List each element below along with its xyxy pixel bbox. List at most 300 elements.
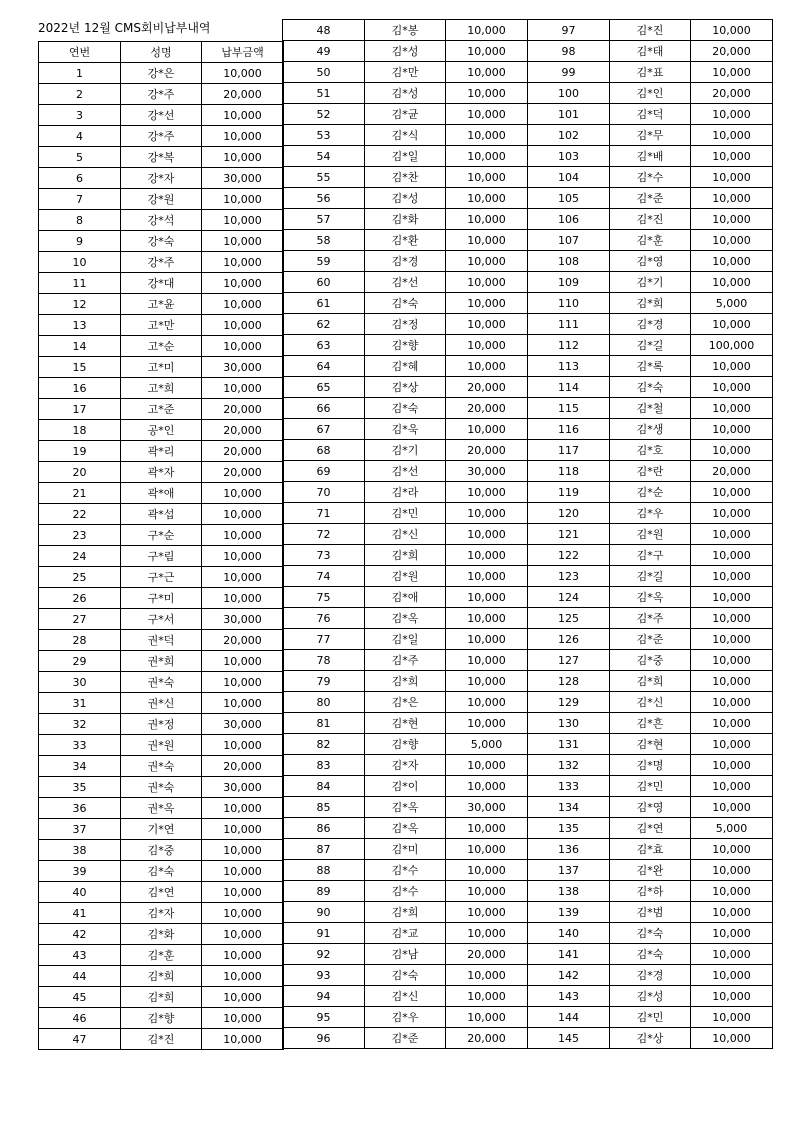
table-row <box>528 566 773 587</box>
row-amount: 10,000 <box>691 503 773 524</box>
row-name: 권*덕 <box>121 630 202 651</box>
row-name: 김*숙 <box>365 398 446 419</box>
row-amount: 10,000 <box>691 377 773 398</box>
table-row <box>283 62 528 83</box>
row-name: 김*민 <box>610 776 691 797</box>
row-name: 김*숙 <box>610 944 691 965</box>
table-row <box>528 986 773 1007</box>
row-amount: 10,000 <box>691 209 773 230</box>
row-amount: 10,000 <box>202 945 284 966</box>
row-amount: 10,000 <box>202 504 284 525</box>
table-row <box>39 693 284 714</box>
row-name: 김*선 <box>365 461 446 482</box>
table-row <box>39 126 284 147</box>
row-number: 27 <box>39 609 121 630</box>
row-amount: 10,000 <box>691 755 773 776</box>
row-name: 김*희 <box>365 902 446 923</box>
table-row <box>39 924 284 945</box>
table-row <box>39 357 284 378</box>
row-name: 김*태 <box>610 41 691 62</box>
table-row <box>528 755 773 776</box>
row-amount: 30,000 <box>202 714 284 735</box>
row-amount: 10,000 <box>202 924 284 945</box>
row-amount: 10,000 <box>446 776 528 797</box>
row-name: 김*훈 <box>121 945 202 966</box>
table-row <box>528 965 773 986</box>
row-amount: 30,000 <box>202 609 284 630</box>
row-number: 67 <box>283 419 365 440</box>
row-number: 46 <box>39 1008 121 1029</box>
row-name: 고*만 <box>121 315 202 336</box>
row-name: 곽*애 <box>121 483 202 504</box>
row-amount: 10,000 <box>202 588 284 609</box>
page-title: 2022년 12월 CMS회비납부내역 <box>38 21 211 35</box>
table-row <box>528 797 773 818</box>
row-amount: 20,000 <box>446 398 528 419</box>
table-row <box>283 650 528 671</box>
row-number: 126 <box>528 629 610 650</box>
row-amount: 10,000 <box>691 398 773 419</box>
row-number: 1 <box>39 63 121 84</box>
table-row <box>283 293 528 314</box>
table-row <box>283 440 528 461</box>
row-name: 김*민 <box>365 503 446 524</box>
row-name: 김*희 <box>121 966 202 987</box>
row-number: 58 <box>283 230 365 251</box>
row-name: 김*영 <box>610 797 691 818</box>
row-number: 118 <box>528 461 610 482</box>
row-name: 김*신 <box>365 524 446 545</box>
table-row <box>39 168 284 189</box>
table-row <box>528 713 773 734</box>
table-row <box>39 756 284 777</box>
table-row <box>528 188 773 209</box>
row-number: 18 <box>39 420 121 441</box>
row-name: 김*성 <box>365 188 446 209</box>
row-amount: 10,000 <box>202 819 284 840</box>
table-row <box>39 714 284 735</box>
table-row <box>39 1008 284 1029</box>
row-name: 김*교 <box>365 923 446 944</box>
table-row <box>39 504 284 525</box>
row-number: 135 <box>528 818 610 839</box>
row-number: 60 <box>283 272 365 293</box>
row-name: 김*덕 <box>610 104 691 125</box>
row-number: 78 <box>283 650 365 671</box>
row-number: 134 <box>528 797 610 818</box>
row-name: 김*표 <box>610 62 691 83</box>
row-number: 132 <box>528 755 610 776</box>
row-number: 91 <box>283 923 365 944</box>
row-name: 김*이 <box>365 776 446 797</box>
row-name: 권*정 <box>121 714 202 735</box>
row-number: 95 <box>283 1007 365 1028</box>
row-number: 30 <box>39 672 121 693</box>
row-number: 47 <box>39 1029 121 1050</box>
row-number: 122 <box>528 545 610 566</box>
table-row <box>283 503 528 524</box>
row-amount: 10,000 <box>202 903 284 924</box>
row-name: 구*서 <box>121 609 202 630</box>
row-amount: 10,000 <box>446 755 528 776</box>
table-row <box>39 588 284 609</box>
table-row <box>283 461 528 482</box>
row-name: 김*주 <box>610 608 691 629</box>
row-number: 23 <box>39 525 121 546</box>
row-name: 김*상 <box>365 377 446 398</box>
row-name: 김*옥 <box>365 608 446 629</box>
row-amount: 10,000 <box>202 672 284 693</box>
row-name: 김*희 <box>365 545 446 566</box>
table-row <box>39 735 284 756</box>
table-row <box>39 273 284 294</box>
row-name: 김*혜 <box>365 356 446 377</box>
row-number: 119 <box>528 482 610 503</box>
row-amount: 10,000 <box>446 356 528 377</box>
table-row <box>39 231 284 252</box>
row-amount: 10,000 <box>446 986 528 1007</box>
table-row <box>283 20 528 41</box>
table-row <box>528 104 773 125</box>
row-amount: 10,000 <box>691 965 773 986</box>
row-number: 72 <box>283 524 365 545</box>
row-amount: 10,000 <box>446 608 528 629</box>
row-amount: 10,000 <box>202 1029 284 1050</box>
row-name: 김*숙 <box>365 293 446 314</box>
row-amount: 10,000 <box>202 567 284 588</box>
table-row <box>528 902 773 923</box>
header-amount: 납부금액 <box>202 42 284 63</box>
row-amount: 10,000 <box>691 944 773 965</box>
row-number: 110 <box>528 293 610 314</box>
table-row <box>528 20 773 41</box>
table-row <box>528 419 773 440</box>
row-amount: 10,000 <box>202 273 284 294</box>
row-name: 김*성 <box>365 41 446 62</box>
row-number: 75 <box>283 587 365 608</box>
row-name: 김*희 <box>121 987 202 1008</box>
row-name: 김*하 <box>610 881 691 902</box>
table-row <box>528 860 773 881</box>
table-row <box>528 335 773 356</box>
row-number: 4 <box>39 126 121 147</box>
table-row <box>283 104 528 125</box>
row-number: 77 <box>283 629 365 650</box>
row-name: 김*수 <box>610 167 691 188</box>
row-name: 김*연 <box>121 882 202 903</box>
table-row <box>528 923 773 944</box>
row-number: 99 <box>528 62 610 83</box>
row-amount: 10,000 <box>691 419 773 440</box>
row-amount: 10,000 <box>446 566 528 587</box>
row-number: 80 <box>283 692 365 713</box>
row-name: 김*옥 <box>610 587 691 608</box>
table-row <box>528 692 773 713</box>
row-amount: 10,000 <box>202 966 284 987</box>
table-row <box>39 525 284 546</box>
row-name: 김*무 <box>610 125 691 146</box>
row-amount: 10,000 <box>691 104 773 125</box>
table-row <box>283 41 528 62</box>
row-number: 117 <box>528 440 610 461</box>
row-name: 김*구 <box>610 545 691 566</box>
table-row <box>283 524 528 545</box>
table-row <box>528 608 773 629</box>
row-amount: 20,000 <box>202 441 284 462</box>
table-row <box>528 776 773 797</box>
table-row <box>283 419 528 440</box>
table-row <box>528 440 773 461</box>
row-number: 40 <box>39 882 121 903</box>
row-amount: 10,000 <box>202 378 284 399</box>
row-name: 김*신 <box>610 692 691 713</box>
row-number: 35 <box>39 777 121 798</box>
row-name: 김*란 <box>610 461 691 482</box>
row-amount: 20,000 <box>202 399 284 420</box>
row-number: 31 <box>39 693 121 714</box>
row-name: 김*일 <box>365 629 446 650</box>
table-row <box>283 272 528 293</box>
row-name: 김*길 <box>610 566 691 587</box>
row-name: 김*만 <box>365 62 446 83</box>
table-row <box>283 188 528 209</box>
row-name: 강*주 <box>121 84 202 105</box>
row-amount: 10,000 <box>691 251 773 272</box>
row-number: 90 <box>283 902 365 923</box>
row-number: 3 <box>39 105 121 126</box>
row-name: 김*희 <box>610 293 691 314</box>
row-number: 131 <box>528 734 610 755</box>
row-name: 김*진 <box>610 209 691 230</box>
table-row <box>39 294 284 315</box>
row-amount: 10,000 <box>691 272 773 293</box>
row-amount: 10,000 <box>691 629 773 650</box>
row-amount: 10,000 <box>202 987 284 1008</box>
row-name: 김*화 <box>121 924 202 945</box>
row-number: 34 <box>39 756 121 777</box>
row-amount: 30,000 <box>202 357 284 378</box>
table-row <box>283 335 528 356</box>
row-amount: 10,000 <box>446 20 528 41</box>
row-number: 20 <box>39 462 121 483</box>
row-number: 138 <box>528 881 610 902</box>
row-number: 70 <box>283 482 365 503</box>
row-name: 김*남 <box>365 944 446 965</box>
row-amount: 10,000 <box>691 482 773 503</box>
row-amount: 10,000 <box>446 146 528 167</box>
row-amount: 10,000 <box>446 545 528 566</box>
row-name: 김*진 <box>121 1029 202 1050</box>
table-row <box>528 83 773 104</box>
table-row <box>283 608 528 629</box>
row-name: 김*준 <box>610 188 691 209</box>
row-amount: 10,000 <box>202 861 284 882</box>
row-number: 50 <box>283 62 365 83</box>
row-name: 김*자 <box>365 755 446 776</box>
row-amount: 10,000 <box>691 62 773 83</box>
table-row <box>528 272 773 293</box>
row-amount: 20,000 <box>446 440 528 461</box>
table-row <box>283 1007 528 1028</box>
row-amount: 30,000 <box>202 777 284 798</box>
row-name: 구*근 <box>121 567 202 588</box>
row-amount: 5,000 <box>691 293 773 314</box>
table-row <box>283 818 528 839</box>
row-number: 49 <box>283 41 365 62</box>
row-amount: 10,000 <box>202 252 284 273</box>
row-number: 29 <box>39 651 121 672</box>
row-number: 12 <box>39 294 121 315</box>
row-name: 김*원 <box>365 566 446 587</box>
row-name: 김*상 <box>610 1028 691 1049</box>
table-row <box>39 777 284 798</box>
row-name: 김*범 <box>610 902 691 923</box>
row-number: 22 <box>39 504 121 525</box>
row-name: 김*연 <box>610 818 691 839</box>
table-row <box>528 881 773 902</box>
row-name: 김*숙 <box>610 923 691 944</box>
row-amount: 10,000 <box>202 483 284 504</box>
table-row <box>39 336 284 357</box>
row-amount: 20,000 <box>691 41 773 62</box>
row-amount: 10,000 <box>202 210 284 231</box>
row-name: 김*철 <box>610 398 691 419</box>
row-name: 김*옥 <box>365 797 446 818</box>
row-number: 137 <box>528 860 610 881</box>
table-row <box>528 62 773 83</box>
row-number: 57 <box>283 209 365 230</box>
table-row <box>283 629 528 650</box>
row-amount: 10,000 <box>446 587 528 608</box>
table-row <box>283 755 528 776</box>
table-row <box>283 545 528 566</box>
table-row <box>528 461 773 482</box>
row-number: 28 <box>39 630 121 651</box>
row-name: 김*훈 <box>610 230 691 251</box>
row-name: 김*신 <box>365 986 446 1007</box>
row-name: 김*라 <box>365 482 446 503</box>
table-row <box>39 819 284 840</box>
row-name: 김*향 <box>121 1008 202 1029</box>
table-row <box>283 776 528 797</box>
row-amount: 10,000 <box>691 566 773 587</box>
row-amount: 10,000 <box>691 671 773 692</box>
table-row <box>283 146 528 167</box>
row-number: 51 <box>283 83 365 104</box>
table-row <box>283 902 528 923</box>
table-row <box>39 84 284 105</box>
row-number: 63 <box>283 335 365 356</box>
row-number: 130 <box>528 713 610 734</box>
row-number: 127 <box>528 650 610 671</box>
row-name: 권*숙 <box>121 756 202 777</box>
row-name: 권*숙 <box>121 777 202 798</box>
row-number: 55 <box>283 167 365 188</box>
row-number: 97 <box>528 20 610 41</box>
table-row <box>39 672 284 693</box>
row-name: 김*준 <box>610 629 691 650</box>
row-name: 곽*섭 <box>121 504 202 525</box>
payment-table-column-1 <box>38 41 284 1050</box>
row-number: 41 <box>39 903 121 924</box>
row-name: 고*희 <box>121 378 202 399</box>
row-name: 김*중 <box>121 840 202 861</box>
row-number: 38 <box>39 840 121 861</box>
row-name: 강*숙 <box>121 231 202 252</box>
row-amount: 20,000 <box>202 630 284 651</box>
row-number: 48 <box>283 20 365 41</box>
row-amount: 10,000 <box>446 524 528 545</box>
row-number: 83 <box>283 755 365 776</box>
table-row <box>528 1007 773 1028</box>
row-number: 105 <box>528 188 610 209</box>
row-name: 권*옥 <box>121 798 202 819</box>
row-number: 115 <box>528 398 610 419</box>
row-name: 구*미 <box>121 588 202 609</box>
row-number: 52 <box>283 104 365 125</box>
row-amount: 10,000 <box>202 1008 284 1029</box>
row-amount: 10,000 <box>446 1007 528 1028</box>
row-name: 김*명 <box>610 755 691 776</box>
row-name: 고*미 <box>121 357 202 378</box>
table-row <box>283 797 528 818</box>
row-name: 김*일 <box>365 146 446 167</box>
row-name: 김*우 <box>365 1007 446 1028</box>
row-number: 5 <box>39 147 121 168</box>
row-amount: 20,000 <box>202 420 284 441</box>
row-amount: 10,000 <box>691 146 773 167</box>
row-amount: 10,000 <box>446 692 528 713</box>
table-row <box>39 252 284 273</box>
row-amount: 10,000 <box>446 713 528 734</box>
row-amount: 10,000 <box>446 818 528 839</box>
table-row <box>528 587 773 608</box>
row-number: 73 <box>283 545 365 566</box>
row-amount: 10,000 <box>691 902 773 923</box>
row-number: 10 <box>39 252 121 273</box>
table-row <box>528 545 773 566</box>
row-name: 김*인 <box>610 83 691 104</box>
row-amount: 10,000 <box>446 167 528 188</box>
row-number: 129 <box>528 692 610 713</box>
row-number: 64 <box>283 356 365 377</box>
row-number: 54 <box>283 146 365 167</box>
row-name: 김*은 <box>365 692 446 713</box>
row-amount: 10,000 <box>446 965 528 986</box>
row-amount: 30,000 <box>202 168 284 189</box>
row-number: 7 <box>39 189 121 210</box>
row-number: 124 <box>528 587 610 608</box>
table-row <box>39 882 284 903</box>
table-row <box>39 189 284 210</box>
row-amount: 10,000 <box>691 440 773 461</box>
row-number: 17 <box>39 399 121 420</box>
row-name: 구*순 <box>121 525 202 546</box>
row-name: 김*민 <box>610 1007 691 1028</box>
row-number: 108 <box>528 251 610 272</box>
table-row <box>39 210 284 231</box>
table-row <box>528 251 773 272</box>
table-row <box>528 734 773 755</box>
row-name: 강*원 <box>121 189 202 210</box>
row-name: 김*숙 <box>121 861 202 882</box>
row-number: 24 <box>39 546 121 567</box>
row-name: 김*중 <box>610 650 691 671</box>
row-number: 113 <box>528 356 610 377</box>
row-name: 권*원 <box>121 735 202 756</box>
row-amount: 20,000 <box>202 462 284 483</box>
table-row <box>39 903 284 924</box>
